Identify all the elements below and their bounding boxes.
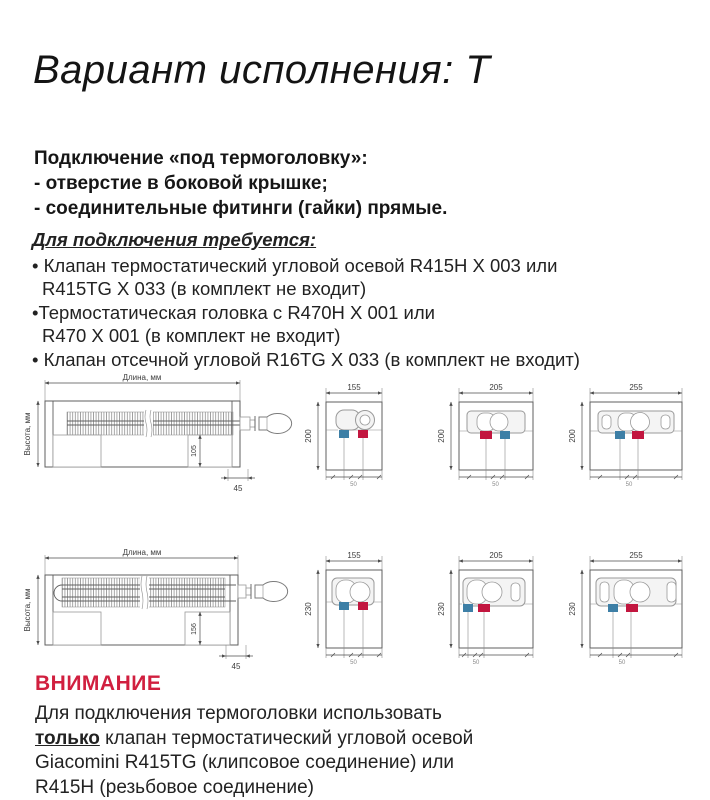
pipe-spacing-dim: 50 xyxy=(472,660,480,666)
cross-section-155x230 xyxy=(296,548,396,670)
section-width-dim: 205 xyxy=(489,383,503,392)
connection-note xyxy=(34,146,447,221)
section-width-dim: 255 xyxy=(629,551,643,560)
side-view-drawing-h200 xyxy=(22,372,312,500)
pipe-spacing-dim: 50 xyxy=(350,482,357,488)
return-pipe-blue xyxy=(339,430,349,438)
exchanger-profile xyxy=(596,578,676,606)
warning-line-2-rest: клапан термостатический угловой осевой xyxy=(99,727,474,749)
supply-pipe-red xyxy=(632,431,644,439)
pipe-spacing-dim: 50 xyxy=(618,660,626,666)
requirements-list xyxy=(32,228,580,371)
section-height-dim: 230 xyxy=(568,602,577,616)
warning-text xyxy=(35,702,473,800)
section-width-dim: 155 xyxy=(347,551,361,560)
side-offset-dim: 45 xyxy=(231,662,241,671)
exchanger-profile xyxy=(332,578,374,605)
cross-section-205x230 xyxy=(437,548,557,670)
return-pipe-blue xyxy=(339,602,349,610)
cross-section-205x200 xyxy=(437,380,557,492)
requirement-item-cont: R415TG X 033 (в комплект не входит) xyxy=(42,278,367,299)
warning-emphasis: только xyxy=(35,727,100,749)
section-width-dim: 205 xyxy=(489,551,503,560)
thermostatic-head xyxy=(240,414,292,434)
requirement-item: • Клапан термостатический угловой осевой R415H X 003 или xyxy=(32,254,558,276)
requirement-item: • Клапан отсечной угловой R16TG X 033 (в комплект не входит) xyxy=(32,348,580,370)
intro-line-3: - соединительные фитинги (гайки) прямые. xyxy=(34,198,448,219)
return-pipe-blue xyxy=(608,604,618,612)
page-title: Вариант исполнения: Т xyxy=(33,48,491,92)
intro-line-2: - отверстие в боковой крышке; xyxy=(34,173,328,194)
section-height-dim: 230 xyxy=(437,602,446,616)
exchanger-profile xyxy=(467,411,525,433)
inlet-height-dim: 105 xyxy=(191,445,198,457)
return-pipe-blue xyxy=(615,431,625,439)
height-dim-label: Высота, мм xyxy=(23,412,32,456)
supply-pipe-red xyxy=(358,430,368,438)
pipe-spacing-dim: 50 xyxy=(350,660,357,666)
section-height-dim: 200 xyxy=(437,429,446,443)
fin-tube-heat-exchanger xyxy=(54,576,236,609)
pipe-spacing-dim: 50 xyxy=(492,482,499,488)
requirements-heading: Для подключения требуется: xyxy=(32,229,317,250)
section-height-dim: 230 xyxy=(304,602,313,616)
supply-pipe-red xyxy=(626,604,638,612)
intro-line-1: Подключение «под термоголовку»: xyxy=(34,148,368,169)
pipe-spacing-dim: 50 xyxy=(625,482,633,488)
inlet-height-dim: 156 xyxy=(191,623,198,635)
section-width-dim: 255 xyxy=(629,383,643,392)
section-width-dim: 155 xyxy=(347,383,361,392)
warning-line-4: R415H (резьбовое соединение) xyxy=(35,776,315,798)
side-view-drawing-h230 xyxy=(22,545,312,677)
requirement-item: •Термостатическая головка с R470H X 001 или xyxy=(32,301,435,323)
exchanger-profile xyxy=(336,410,375,430)
length-dim-label: Длина, мм xyxy=(122,548,162,557)
exchanger-profile xyxy=(598,411,674,433)
supply-pipe-red xyxy=(480,431,492,439)
requirement-item-cont: R470 X 001 (в комплект не входит) xyxy=(42,325,341,346)
cross-section-155x200 xyxy=(296,380,396,492)
supply-pipe-red xyxy=(358,602,368,610)
side-offset-dim: 45 xyxy=(233,484,243,493)
cross-section-255x230 xyxy=(570,548,710,670)
warning-line-3: Giacomini R415TG (клипсовое соединение) или xyxy=(35,752,455,773)
section-height-dim: 200 xyxy=(304,429,313,443)
return-pipe-blue xyxy=(500,431,510,439)
warning-line-2 xyxy=(35,727,473,752)
length-dim-label: Длина, мм xyxy=(122,373,162,382)
exchanger-profile xyxy=(463,578,525,606)
supply-pipe-red xyxy=(478,604,490,612)
warning-line-1: Для подключения термоголовки использовать xyxy=(35,703,442,724)
support-bracket-left xyxy=(53,612,101,645)
height-dim-label: Высота, мм xyxy=(23,588,32,632)
warning-title: ВНИМАНИЕ xyxy=(35,672,162,695)
cross-section-255x200 xyxy=(570,380,710,492)
section-height-dim: 200 xyxy=(568,429,577,443)
thermostatic-head xyxy=(238,582,288,602)
fin-tube-heat-exchanger xyxy=(67,410,244,437)
return-pipe-blue xyxy=(463,604,473,612)
support-bracket-left xyxy=(53,435,101,467)
